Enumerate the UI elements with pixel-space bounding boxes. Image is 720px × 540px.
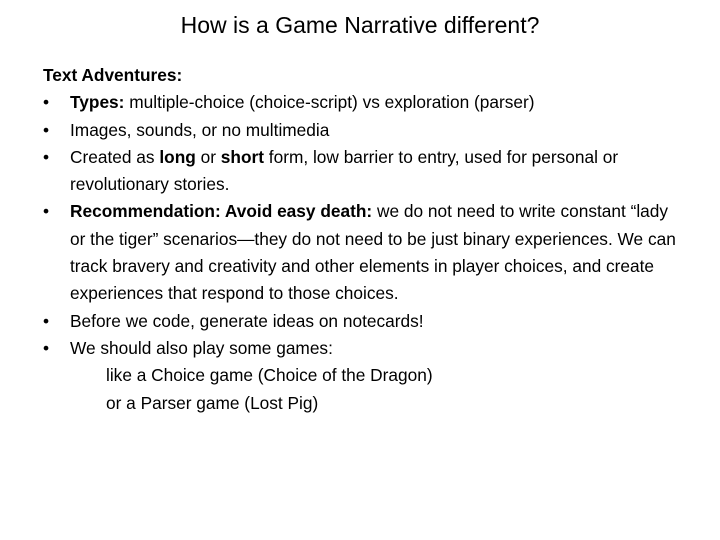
bullet-item-types: [43, 89, 683, 116]
bullet-icon: •: [43, 92, 50, 113]
bullet-list: [43, 89, 683, 362]
section-heading: Text Adventures:: [43, 65, 183, 85]
bullet-lead: Types:: [70, 92, 125, 113]
bullet-emphasis-long: long: [159, 146, 196, 167]
bullet-text: or: [195, 146, 221, 167]
bullet-text: Before we code, generate ideas on notecards!: [70, 310, 424, 331]
bullet-item-form: [43, 144, 683, 199]
bullet-text: we do not need to write constant “lady or the tiger” scenarios—they do not need to be just binary experiences. We can track bravery and creativity and other elements in player choices, and create experiences that respond to those choices.: [70, 201, 676, 304]
sub-line-choice-game: like a Choice game (Choice of the Dragon): [106, 365, 433, 386]
bullet-item-recommendation: [43, 198, 683, 307]
bullet-icon: •: [43, 119, 50, 140]
bullet-icon: •: [43, 310, 50, 331]
bullet-lead: Recommendation: Avoid easy death:: [70, 201, 373, 222]
bullet-item-multimedia: [43, 117, 683, 144]
sub-line-parser-game: or a Parser game (Lost Pig): [106, 392, 319, 413]
bullet-item-play-games: [43, 335, 683, 362]
bullet-item-notecards: [43, 308, 683, 335]
bullet-text: We should also play some games:: [70, 337, 333, 358]
slide-body: [43, 62, 683, 417]
bullet-text: Created as: [70, 146, 160, 167]
bullet-icon: •: [43, 146, 50, 167]
slide-title: How is a Game Narrative different?: [180, 12, 540, 38]
bullet-text: form, low barrier to entry, used for personal or revolutionary stories.: [70, 146, 619, 195]
bullet-text: multiple-choice (choice-script) vs exploration (parser): [124, 92, 535, 113]
bullet-text: Images, sounds, or no multimedia: [70, 119, 330, 140]
bullet-emphasis-short: short: [220, 146, 264, 167]
bullet-icon: •: [43, 337, 50, 358]
bullet-icon: •: [43, 201, 50, 222]
